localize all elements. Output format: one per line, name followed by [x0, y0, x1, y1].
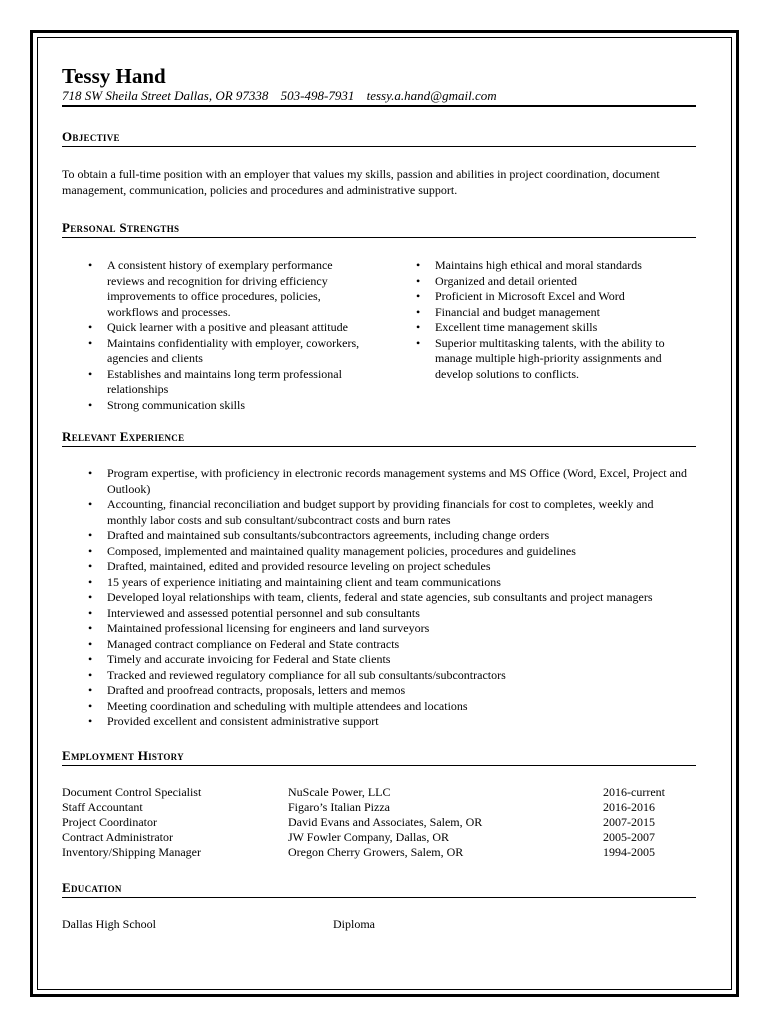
bullet-icon: •: [88, 683, 93, 697]
years: 2007-2015: [603, 814, 655, 829]
education-row: [62, 917, 696, 932]
bullet-icon: •: [88, 621, 93, 635]
bullet-icon: •: [88, 258, 93, 272]
list-item: • Tracked and reviewed regulatory compliance for all sub consultants/subcontractors: [88, 667, 506, 682]
email-address: tessy.a.hand@gmail.com: [366, 88, 497, 103]
list-item: • Maintains high ethical and moral standards: [416, 258, 642, 272]
bullet-icon: •: [88, 335, 93, 350]
contact-info: [62, 88, 696, 107]
job-title: Inventory/Shipping Manager: [62, 844, 201, 859]
years: 2016-current: [603, 784, 665, 799]
list-item: • Program expertise, with proficiency in electronic records management systems and MS Office (Word, Excel, Project and Outlook): [88, 466, 687, 496]
strengths-heading: Personal Strengths: [62, 220, 696, 238]
bullet-icon: •: [88, 636, 93, 651]
list-item: • Establishes and maintains long term professional relationships: [88, 366, 342, 396]
list-item: • Drafted and proofread contracts, proposals, letters and memos: [88, 683, 406, 697]
list-item: • Provided excellent and consistent administrative support: [88, 714, 379, 728]
bullet-icon: •: [88, 497, 93, 511]
bullet-icon: •: [88, 559, 93, 573]
bullet-icon: •: [88, 397, 93, 412]
bullet-icon: •: [416, 273, 421, 288]
job-title: Project Coordinator: [62, 814, 157, 829]
list-item: • Timely and accurate invoicing for Federal and State clients: [88, 652, 391, 666]
degree: Diploma: [333, 916, 375, 931]
table-row: [62, 845, 696, 860]
list-item: • Interviewed and assessed potential personnel and sub consultants: [88, 605, 420, 620]
school-name: Dallas High School: [62, 916, 156, 931]
list-item: • Strong communication skills: [88, 397, 245, 412]
list-item: • Superior multitasking talents, with the ability to manage multiple high-priority assignments and develop solutions to conflicts.: [416, 335, 665, 381]
objective-heading: Objective: [62, 129, 696, 147]
list-item: • Maintains confidentiality with employer, coworkers, agencies and clients: [88, 335, 360, 365]
years: 1994-2005: [603, 844, 655, 859]
phone-number: 503-498-7931: [280, 88, 355, 103]
bullet-icon: •: [88, 320, 93, 334]
job-title: Contract Administrator: [62, 829, 173, 844]
table-row: [62, 800, 696, 815]
company: JW Fowler Company, Dallas, OR: [288, 829, 449, 844]
bullet-icon: •: [88, 652, 93, 666]
resume-content: [62, 64, 696, 932]
list-item: • A consistent history of exemplary performance reviews and recognition for driving efficiency improvements to office procedures, policies, workflows and processes.: [88, 258, 333, 319]
list-item: • Accounting, financial reconciliation and budget support by providing financials for cost to completes, weekly and monthly labor costs and sub consultant/subcontract costs and burn rates: [88, 497, 654, 527]
bullet-icon: •: [88, 528, 93, 542]
experience-list: [62, 466, 696, 730]
bullet-icon: •: [416, 335, 421, 350]
bullet-icon: •: [88, 667, 93, 682]
list-item: • Drafted, maintained, edited and provided resource leveling on project schedules: [88, 559, 491, 573]
table-row: [62, 785, 696, 800]
address: 718 SW Sheila Street Dallas, OR 97338: [62, 88, 269, 103]
list-item: • Financial and budget management: [416, 304, 600, 319]
list-item: • 15 years of experience initiating and maintaining client and team communications: [88, 574, 501, 589]
bullet-icon: •: [88, 590, 93, 604]
list-item: • Drafted and maintained sub consultants/subcontractors agreements, including change orders: [88, 528, 550, 542]
education-heading: Education: [62, 880, 696, 898]
list-item: • Developed loyal relationships with team, clients, federal and state agencies, sub consultants and project managers: [88, 590, 653, 604]
employment-heading: Employment History: [62, 748, 696, 766]
employment-table: [62, 785, 696, 860]
list-item: • Managed contract compliance on Federal and State contracts: [88, 636, 400, 651]
applicant-name: Tessy Hand: [62, 64, 166, 88]
bullet-icon: •: [88, 698, 93, 713]
bullet-icon: •: [88, 366, 93, 381]
bullet-icon: •: [88, 714, 93, 728]
bullet-icon: •: [88, 605, 93, 620]
list-item: • Composed, implemented and maintained quality management policies, procedures and guidelines: [88, 543, 576, 558]
objective-text: To obtain a full-time position with an employer that values my skills, passion and abilities in project coordination, document management, communication, policies and procedures and administrative support.: [62, 167, 660, 197]
strengths-columns: [62, 258, 696, 413]
company: NuScale Power, LLC: [288, 784, 391, 799]
list-item: • Excellent time management skills: [416, 320, 598, 334]
list-item: • Meeting coordination and scheduling with multiple attendees and locations: [88, 698, 468, 713]
bullet-icon: •: [416, 304, 421, 319]
experience-heading: Relevant Experience: [62, 429, 696, 447]
bullet-icon: •: [88, 574, 93, 589]
years: 2016-2016: [603, 799, 655, 814]
company: Figaro’s Italian Pizza: [288, 799, 390, 814]
list-item: • Quick learner with a positive and pleasant attitude: [88, 320, 348, 334]
table-row: [62, 830, 696, 845]
job-title: Document Control Specialist: [62, 784, 202, 799]
years: 2005-2007: [603, 829, 655, 844]
bullet-icon: •: [416, 320, 421, 334]
table-row: [62, 815, 696, 830]
strengths-list-right: [390, 258, 690, 413]
list-item: • Maintained professional licensing for engineers and land surveyors: [88, 621, 430, 635]
list-item: • Organized and detail oriented: [416, 273, 578, 288]
bullet-icon: •: [416, 289, 421, 303]
job-title: Staff Accountant: [62, 799, 143, 814]
company: Oregon Cherry Growers, Salem, OR: [288, 844, 464, 859]
bullet-icon: •: [88, 543, 93, 558]
company: David Evans and Associates, Salem, OR: [288, 814, 483, 829]
bullet-icon: •: [88, 466, 93, 480]
bullet-icon: •: [416, 258, 421, 272]
strengths-list-left: [62, 258, 372, 413]
list-item: • Proficient in Microsoft Excel and Word: [416, 289, 625, 303]
